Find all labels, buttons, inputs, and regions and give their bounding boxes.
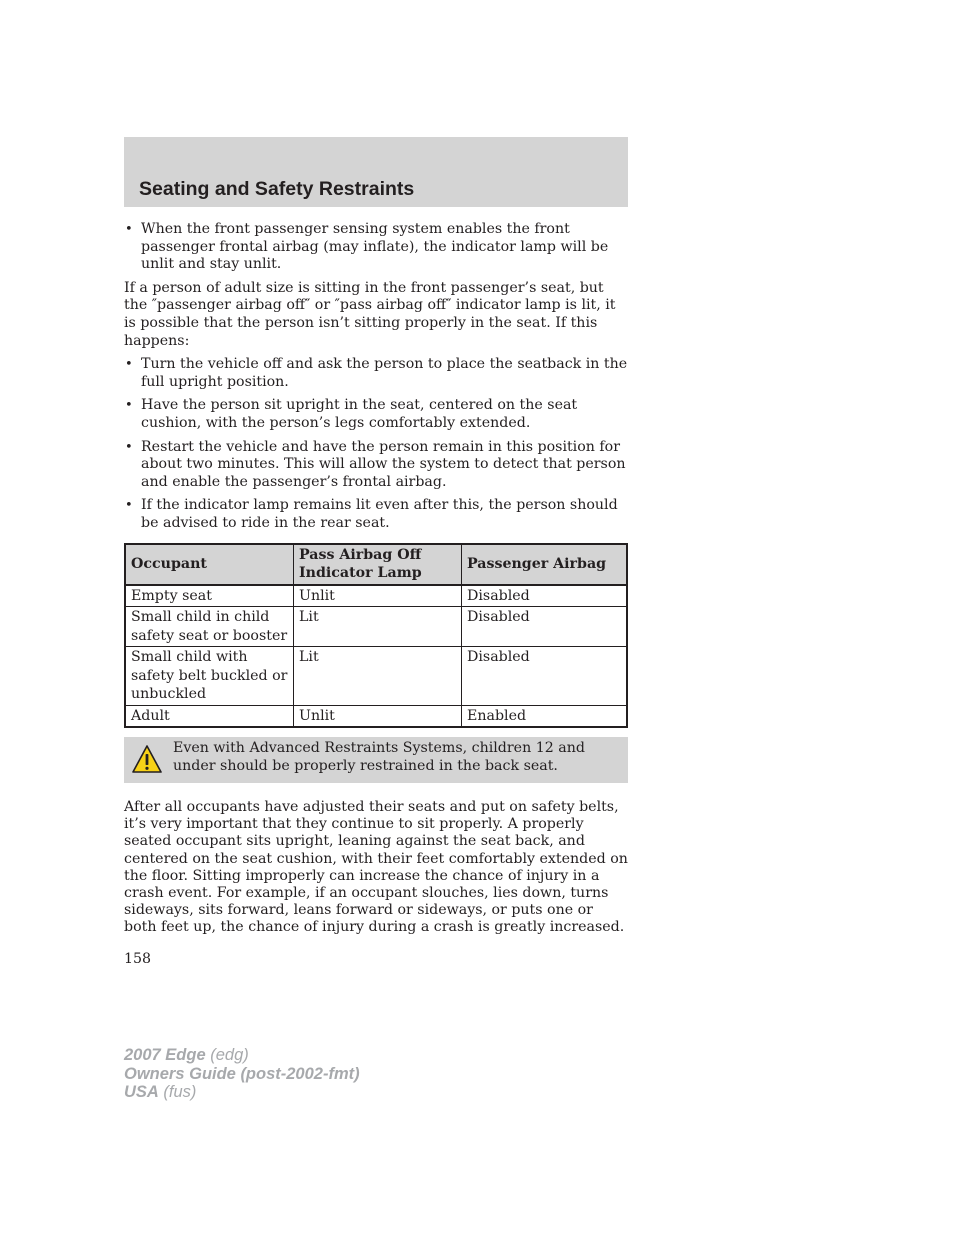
table-cell: Disabled	[462, 607, 628, 647]
footer-guide: Owners Guide (post-2002-fmt)	[124, 1064, 360, 1083]
table-row	[125, 705, 627, 727]
bullet-item	[124, 397, 628, 432]
bullet-dot: •	[125, 439, 133, 455]
footer-model-code: (edg)	[205, 1046, 249, 1064]
footer-line-model	[124, 1046, 360, 1065]
footer-line-guide	[124, 1065, 360, 1084]
table-header-row	[125, 544, 627, 585]
paragraph-sitting-properly: After all occupants have adjusted their seats and put on safety belts, it’s very important that they continue to sit properly. A properly seated occupant sits upright, leaning against the seat back, and centered on the seat cushion, with their feet comfortably extended on the floor. Sitting improperly can increase the chance of injury in a crash event. For example, if an occupant slouches, lies down, turns sideways, sits forward, leans forward or sideways, or puts one or both feet up, the chance of injury during a crash is greatly increased.	[124, 799, 628, 936]
warning-triangle-icon	[131, 744, 163, 774]
table-cell: Disabled	[462, 647, 628, 706]
table-cell: Unlit	[294, 705, 462, 727]
bullet-text: If the indicator lamp remains lit even after this, the person should be advised to ride in the rear seat.	[141, 497, 618, 531]
table-row	[125, 647, 627, 706]
table-cell: Lit	[294, 607, 462, 647]
table-cell: Adult	[125, 705, 294, 727]
table-row	[125, 607, 627, 647]
bullet-text: Restart the vehicle and have the person remain in this position for about two minutes. This will allow the system to detect that person and enable the passenger’s frontal airbag.	[141, 438, 626, 490]
table-header-cell: Occupant	[125, 544, 294, 585]
bullet-text: When the front passenger sensing system enables the front passenger frontal airbag (may inflate), the indicator lamp will be unlit and stay unlit.	[141, 221, 609, 273]
table-cell: Small child in child safety seat or booster	[125, 607, 294, 647]
table-cell: Empty seat	[125, 585, 294, 607]
table-cell: Disabled	[462, 585, 628, 607]
page-number: 158	[124, 950, 152, 967]
bullet-item	[124, 221, 628, 274]
footer-model: 2007 Edge	[124, 1046, 206, 1064]
section-title: Seating and Safety Restraints	[139, 178, 415, 200]
bullet-dot: •	[125, 498, 133, 514]
footer-line-market	[124, 1083, 360, 1102]
table-header-cell: Passenger Airbag	[462, 544, 628, 585]
bullet-text: Have the person sit upright in the seat, centered on the seat cushion, with the person’s legs comfortably extended.	[141, 397, 578, 431]
section-header-band	[124, 137, 628, 207]
footer-model-info	[124, 1046, 360, 1102]
table-cell: Unlit	[294, 585, 462, 607]
bullet-item	[124, 497, 628, 532]
bullet-item	[124, 356, 628, 391]
bullet-dot: •	[125, 222, 133, 237]
page-content	[124, 221, 628, 968]
bullet-item	[124, 439, 628, 492]
paragraph-adult-passenger: If a person of adult size is sitting in the front passenger’s seat, but the ″passenger airbag off″ or ″pass airbag off″ indicator lamp is lit, it is possible that the person isn’t sitting properly in the seat. If this happens:	[124, 279, 616, 349]
table-cell: Enabled	[462, 705, 628, 727]
bullet-dot: •	[125, 398, 133, 414]
table-header-cell: Pass Airbag Off Indicator Lamp	[294, 544, 462, 585]
footer-market: USA	[124, 1083, 159, 1101]
bullet-text: Turn the vehicle off and ask the person to place the seatback in the full upright position.	[141, 356, 628, 390]
bullet-dot: •	[125, 357, 133, 373]
occupant-airbag-table	[124, 543, 628, 729]
warning-box	[124, 737, 628, 783]
warning-text: Even with Advanced Restraints Systems, children 12 and under should be properly restrained in the back seat.	[173, 740, 585, 774]
table-row	[125, 585, 627, 607]
footer-market-code: (fus)	[158, 1083, 197, 1101]
table-cell: Lit	[294, 647, 462, 706]
table-cell: Small child with safety belt buckled or unbuckled	[125, 647, 294, 706]
